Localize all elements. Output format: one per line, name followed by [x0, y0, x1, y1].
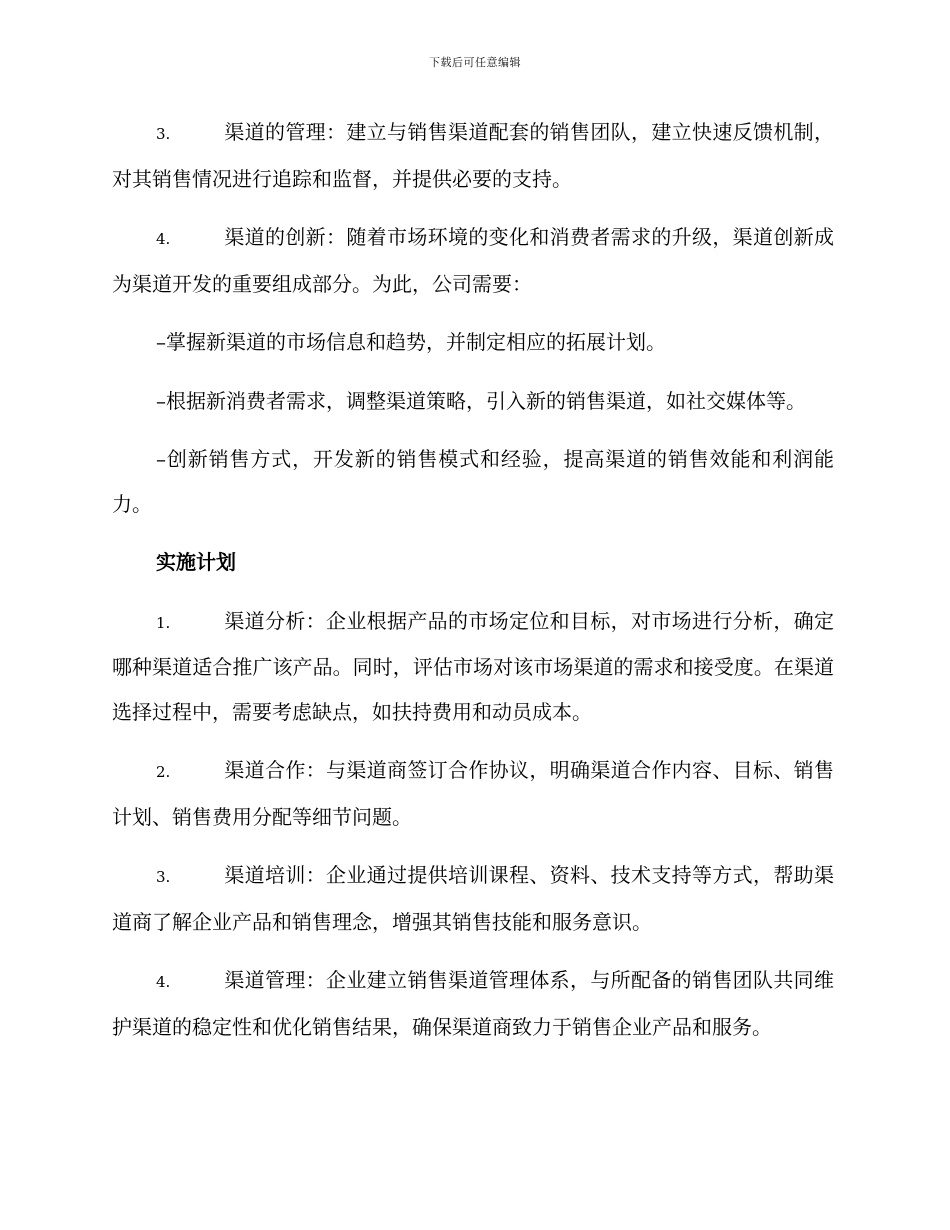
item-number: 3.: [156, 868, 171, 886]
document-body: [112, 110, 834, 1049]
item-number: 3.: [156, 125, 171, 143]
list-item-channel-management: [112, 110, 834, 201]
plan-item-channel-management: [112, 958, 834, 1049]
item-text: 渠道管理：企业建立销售渠道管理体系，与所配备的销售团队共同维护渠道的稳定性和优化销售结果，确保渠道商致力于销售企业产品和服务。: [112, 968, 834, 1039]
item-number: 4.: [156, 230, 171, 248]
item-number: 2.: [156, 763, 171, 781]
item-number: 4.: [156, 973, 171, 991]
plan-item-channel-training: [112, 853, 834, 944]
bullet-item: –根据新消费者需求，调整渠道策略，引入新的销售渠道，如社交媒体等。: [156, 388, 806, 413]
item-text: 渠道的创新：随着市场环境的变化和消费者需求的升级，渠道创新成为渠道开发的重要组成部分。为此，公司需要：: [112, 225, 834, 296]
bullet-item: –创新销售方式，开发新的销售模式和经验，提高渠道的销售效能和利润能力。: [112, 447, 834, 516]
bullet-item: –掌握新渠道的市场信息和趋势，并制定相应的拓展计划。: [156, 330, 666, 354]
item-text: 渠道培训：企业通过提供培训课程、资料、技术支持等方式，帮助渠道商了解企业产品和销售理念，增强其销售技能和服务意识。: [112, 863, 834, 934]
header-note: 下载后可任意编辑: [429, 56, 521, 69]
section-heading: 实施计划: [156, 550, 236, 574]
plan-item-channel-cooperation: [112, 748, 834, 839]
item-text: 渠道分析：企业根据产品的市场定位和目标，对市场进行分析，确定哪种渠道适合推广该产品。同时，评估市场对该市场渠道的需求和接受度。在渠道选择过程中，需要考虑缺点，如扶持费用和动员成本。: [112, 608, 834, 724]
list-item-channel-innovation: [112, 215, 834, 306]
item-text: 渠道合作：与渠道商签订合作协议，明确渠道合作内容、目标、销售计划、销售费用分配等细节问题。: [112, 758, 834, 829]
item-number: 1.: [156, 613, 171, 632]
item-text: 渠道的管理：建立与销售渠道配套的销售团队，建立快速反馈机制，对其销售情况进行追踪和监督，并提供必要的支持。: [112, 120, 834, 191]
plan-item-channel-analysis: [112, 599, 834, 735]
